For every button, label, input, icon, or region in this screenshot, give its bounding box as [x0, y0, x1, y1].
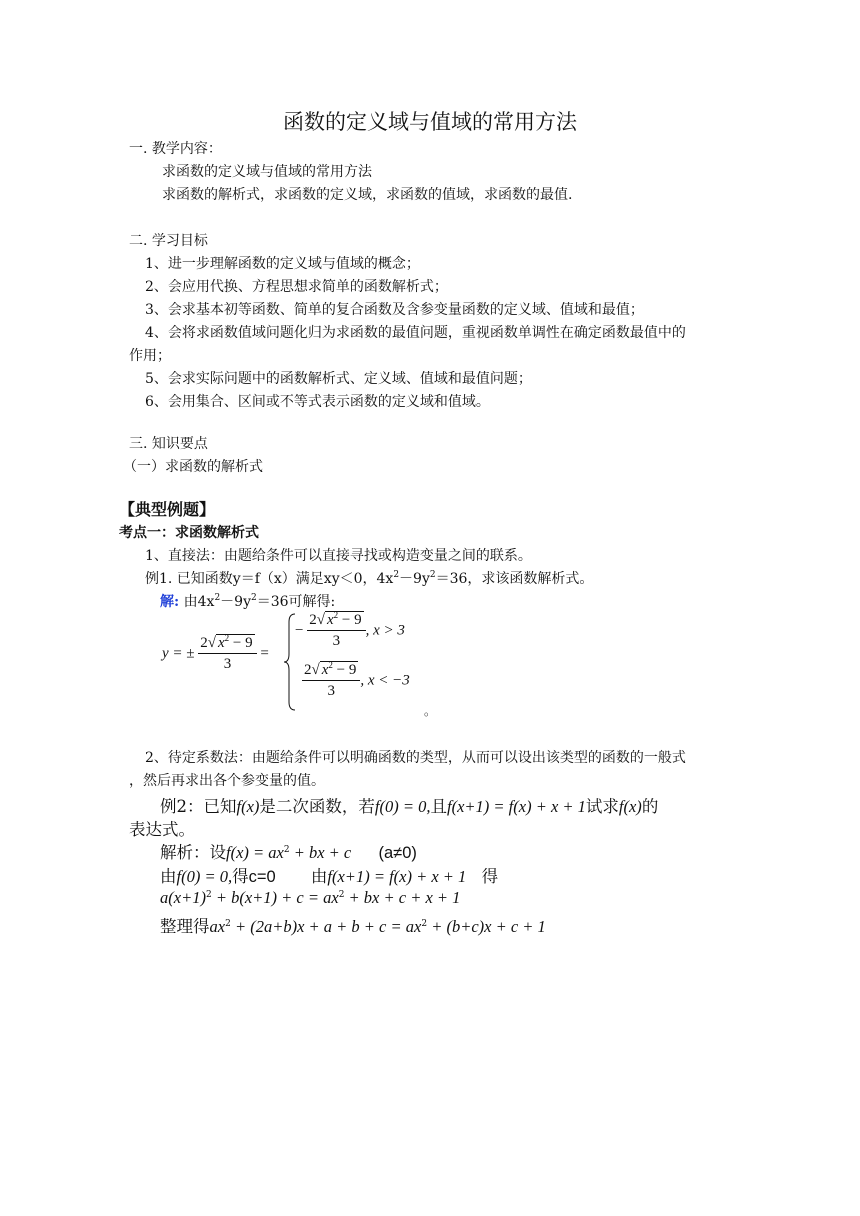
examples-heading: 【典型例题】 [119, 500, 216, 519]
section2-heading: 二. 学习目标 [129, 233, 208, 249]
solution-label: 解: [160, 594, 180, 610]
section1-line2: 求函数的解析式，求函数的定义域，求函数的值域，求函数的最值. [162, 187, 573, 203]
example2-line1: 例2：已知f(x)是二次函数，若f(0) = 0,且f(x+1) = f(x) + x + 1试求f(x)的 [160, 797, 659, 816]
objective-item: 3、会求基本初等函数、简单的复合函数及含参变量函数的定义域、值域和最值； [145, 302, 644, 318]
objective-item: 1、进一步理解函数的定义域与值域的概念； [145, 256, 420, 272]
simplify-line: 整理得$ax^2 + (2a+b)x + a + b + c = ax^2 + (b+c)x + c + 1$ [160, 917, 546, 936]
piecewise-case1: − $\frac{2√ x^2 - 9}{3}$ , x > 3 [295, 610, 405, 649]
formula-lhs: y = ± $\frac{2√ x^2 - 9}{3}$ = [162, 633, 269, 672]
analysis-line: 解析：设$f(x) = ax^2$ + bx + c (a≠0) [160, 843, 417, 862]
expansion-line: $a(x+1)^2 + b(x+1) + c = ax^2$ + bx + c + x + 1 [160, 888, 461, 907]
derivation-line1: 由f(0) = 0,得c=0 由f(x+1) = f(x) + x + 1 得 [160, 867, 499, 886]
solution1-line: 解: 由$4x^2-9y^2=36$可解得: [160, 593, 336, 610]
method2-line2: ，然后再求出各个参变量的值。 [129, 773, 325, 789]
section3-sub: （一）求函数的解析式 [123, 459, 263, 475]
end-mark: 。 [424, 704, 437, 718]
section1-heading: 一. 教学内容： [129, 141, 222, 157]
objective-item: 6、会用集合、区间或不等式表示函数的定义域和值域。 [145, 394, 490, 410]
piecewise-case2: $\frac{2√ x^2 - 9}{3}$ , x < −3 [304, 660, 410, 699]
objective-item: 2、会应用代换、方程思想求简单的函数解析式； [145, 279, 448, 295]
objective-item: 作用； [129, 348, 171, 364]
page-title: 函数的定义域与值域的常用方法 [283, 110, 577, 134]
example2-line2: 表达式。 [129, 820, 195, 839]
section1-line1: 求函数的定义域与值域的常用方法 [162, 164, 372, 180]
section3-heading: 三. 知识要点 [129, 436, 208, 452]
objective-item: 4、会将求函数值域问题化归为求函数的最值问题，重视函数单调性在确定函数最值中的 [145, 325, 686, 341]
method1: 1、直接法：由题给条件可以直接寻找或构造变量之间的联系。 [145, 548, 532, 564]
point1-heading: 考点一：求函数解析式 [119, 525, 259, 541]
objective-item: 5、会求实际问题中的函数解析式、定义域、值域和最值问题； [145, 371, 532, 387]
example1: 例1. 已知函数y＝f（x）满足xy＜0，$4x^2-9y^2=36$，求该函数解析式。 [145, 570, 594, 587]
method2-line1: 2、待定系数法：由题给条件可以明确函数的类型，从而可以设出该类型的函数的一般式 [145, 750, 686, 766]
